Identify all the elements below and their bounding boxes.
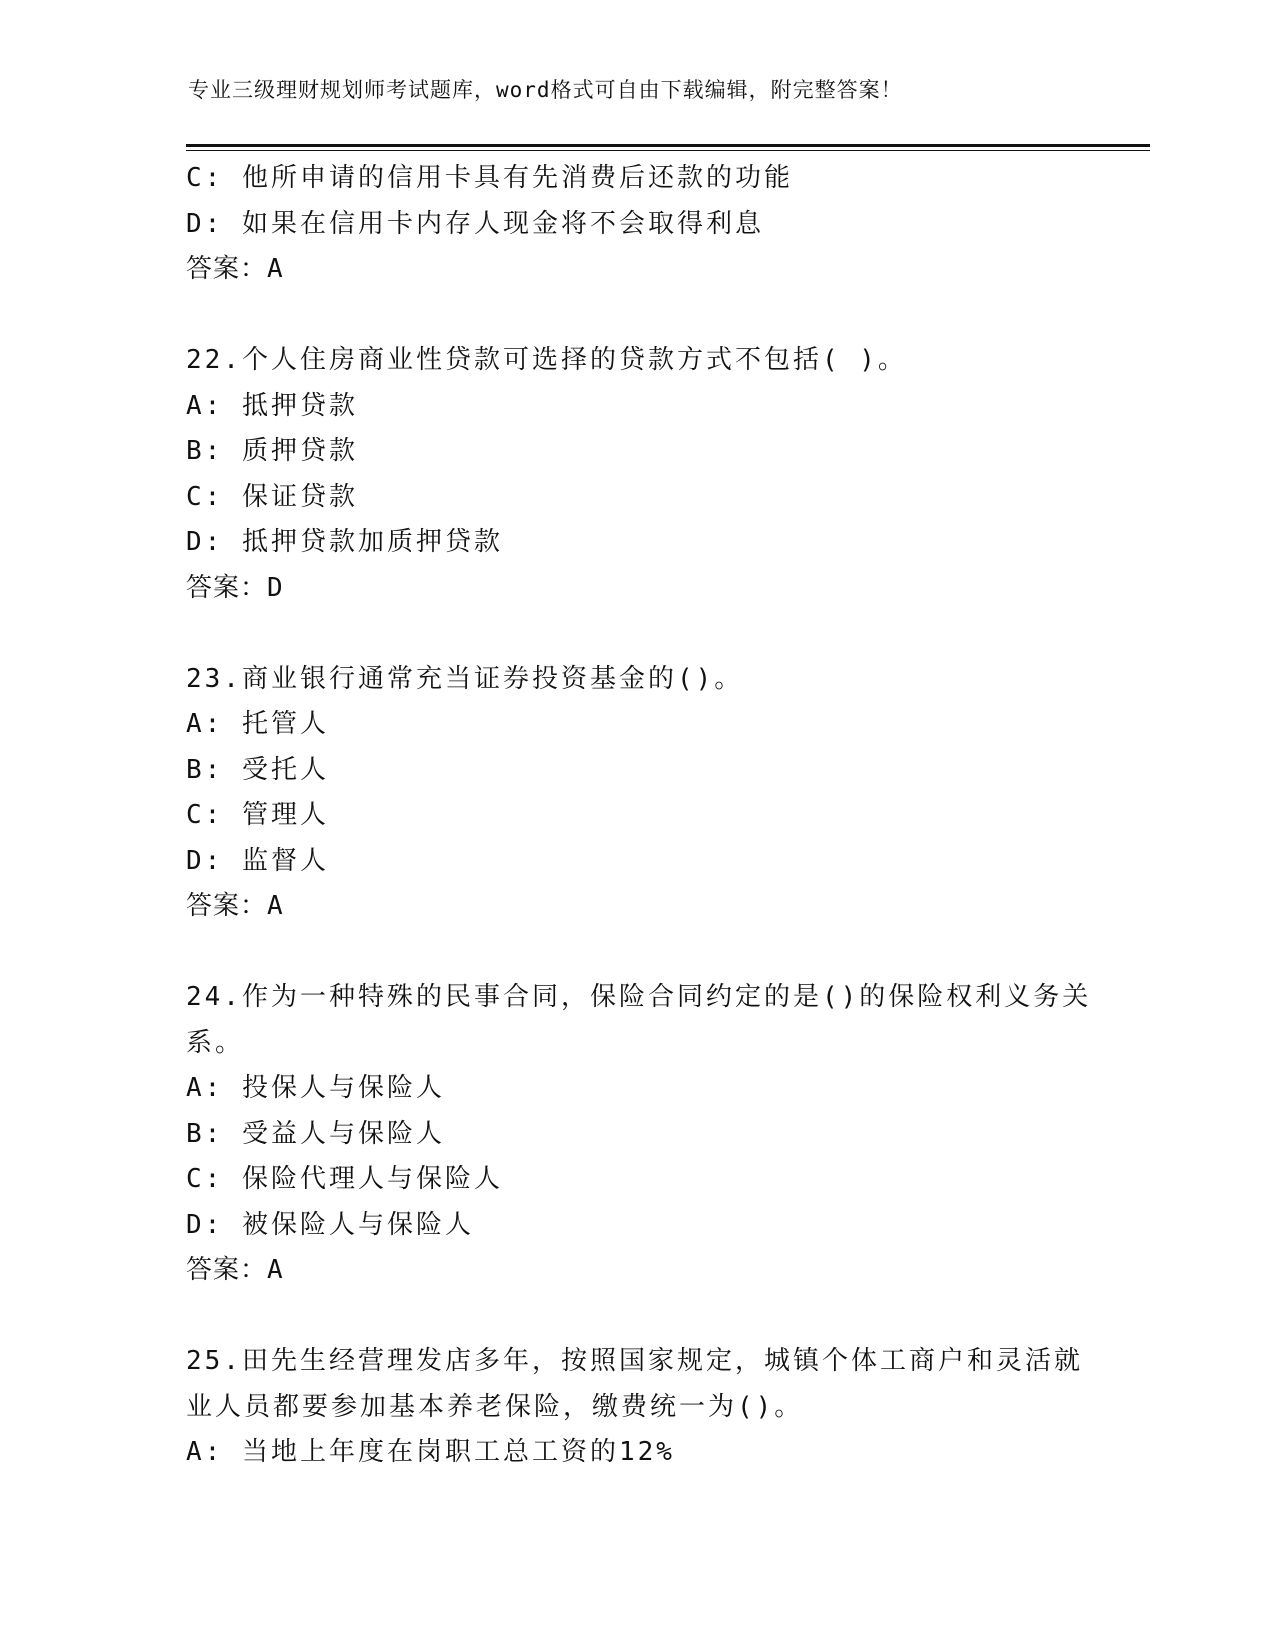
option-key: B: <box>186 436 224 466</box>
option-text: 托管人 <box>241 709 329 739</box>
answer-value: A <box>267 254 284 284</box>
answer-label: 答案： <box>186 891 268 921</box>
option-text: 监督人 <box>241 845 329 876</box>
option-key: A: <box>186 390 224 421</box>
option-key: C: <box>186 1164 224 1194</box>
option-key: B: <box>186 1118 224 1149</box>
option-key: D: <box>186 1209 224 1240</box>
option-key: C: <box>186 800 224 830</box>
option-text: 受益人与保险人 <box>241 1118 445 1149</box>
option-a <box>186 1066 1086 1112</box>
option-a <box>186 702 1086 748</box>
option-text: 受托人 <box>241 754 329 785</box>
question-partial <box>186 156 1086 293</box>
option-key: D: <box>186 208 224 239</box>
header-rule-thin <box>186 150 1150 151</box>
question-stem: 23.商业银行通常充当证券投资基金的()。 <box>186 663 744 694</box>
option-key: B: <box>186 754 224 785</box>
option-c <box>186 475 1086 521</box>
option-d <box>186 1203 1086 1249</box>
answer-value: A <box>267 1255 284 1285</box>
option-text: 投保人与保险人 <box>241 1073 445 1103</box>
option-text: 被保险人与保险人 <box>241 1209 474 1240</box>
option-text: 他所申请的信用卡具有先消费后还款的功能 <box>241 163 793 193</box>
question-stem-line-2: 系。 <box>186 1027 245 1058</box>
option-key: C: <box>186 163 224 193</box>
option-b <box>186 1112 1086 1158</box>
question-24 <box>186 975 1092 1294</box>
option-c <box>186 156 1086 202</box>
answer-label: 答案： <box>186 254 268 284</box>
option-key: C: <box>186 481 224 512</box>
answer-value: A <box>267 891 284 921</box>
option-a <box>186 1430 1086 1476</box>
answer-line <box>186 884 1086 930</box>
answer-label: 答案： <box>186 1255 268 1285</box>
option-key: D: <box>186 845 224 876</box>
question-stem-line-2: 业人员都要参加基本养老保险，缴费统一为()。 <box>186 1391 804 1422</box>
question-stem: 22.个人住房商业性贷款可选择的贷款方式不包括( )。 <box>186 345 907 375</box>
option-key: A: <box>186 1437 224 1467</box>
option-a <box>186 384 1086 430</box>
question-list <box>186 156 1092 1476</box>
answer-line <box>186 566 1086 612</box>
option-key: D: <box>186 527 224 557</box>
option-key: A: <box>186 1073 224 1103</box>
option-d <box>186 520 1086 566</box>
option-text: 保证贷款 <box>241 481 358 512</box>
option-b <box>186 748 1086 794</box>
page-header: 专业三级理财规划师考试题库，word格式可自由下载编辑，附完整答案！ <box>188 78 903 102</box>
question-stem-line-1: 25.田先生经营理发店多年，按照国家规定，城镇个体工商户和灵活就 <box>186 1346 1083 1376</box>
option-d <box>186 839 1086 885</box>
option-c <box>186 793 1086 839</box>
answer-label: 答案： <box>186 572 268 603</box>
option-text: 抵押贷款加质押贷款 <box>241 527 503 557</box>
answer-line <box>186 1248 1086 1294</box>
question-25 <box>186 1339 1086 1476</box>
option-text: 保险代理人与保险人 <box>241 1164 503 1194</box>
option-key: A: <box>186 709 224 739</box>
option-text: 质押贷款 <box>241 436 358 466</box>
option-d <box>186 202 1086 248</box>
question-22 <box>186 338 1086 611</box>
answer-value: D <box>267 572 284 603</box>
answer-line <box>186 247 1086 293</box>
header-rule-thick <box>186 144 1150 147</box>
option-c <box>186 1157 1086 1203</box>
option-text: 当地上年度在岗职工总工资的12% <box>241 1437 675 1467</box>
option-text: 抵押贷款 <box>241 390 358 421</box>
question-stem-line-1: 24.作为一种特殊的民事合同，保险合同约定的是()的保险权利义务关 <box>186 982 1092 1012</box>
option-text: 管理人 <box>241 800 329 830</box>
question-23 <box>186 657 1086 930</box>
option-text: 如果在信用卡内存人现金将不会取得利息 <box>241 208 764 239</box>
option-b <box>186 429 1086 475</box>
